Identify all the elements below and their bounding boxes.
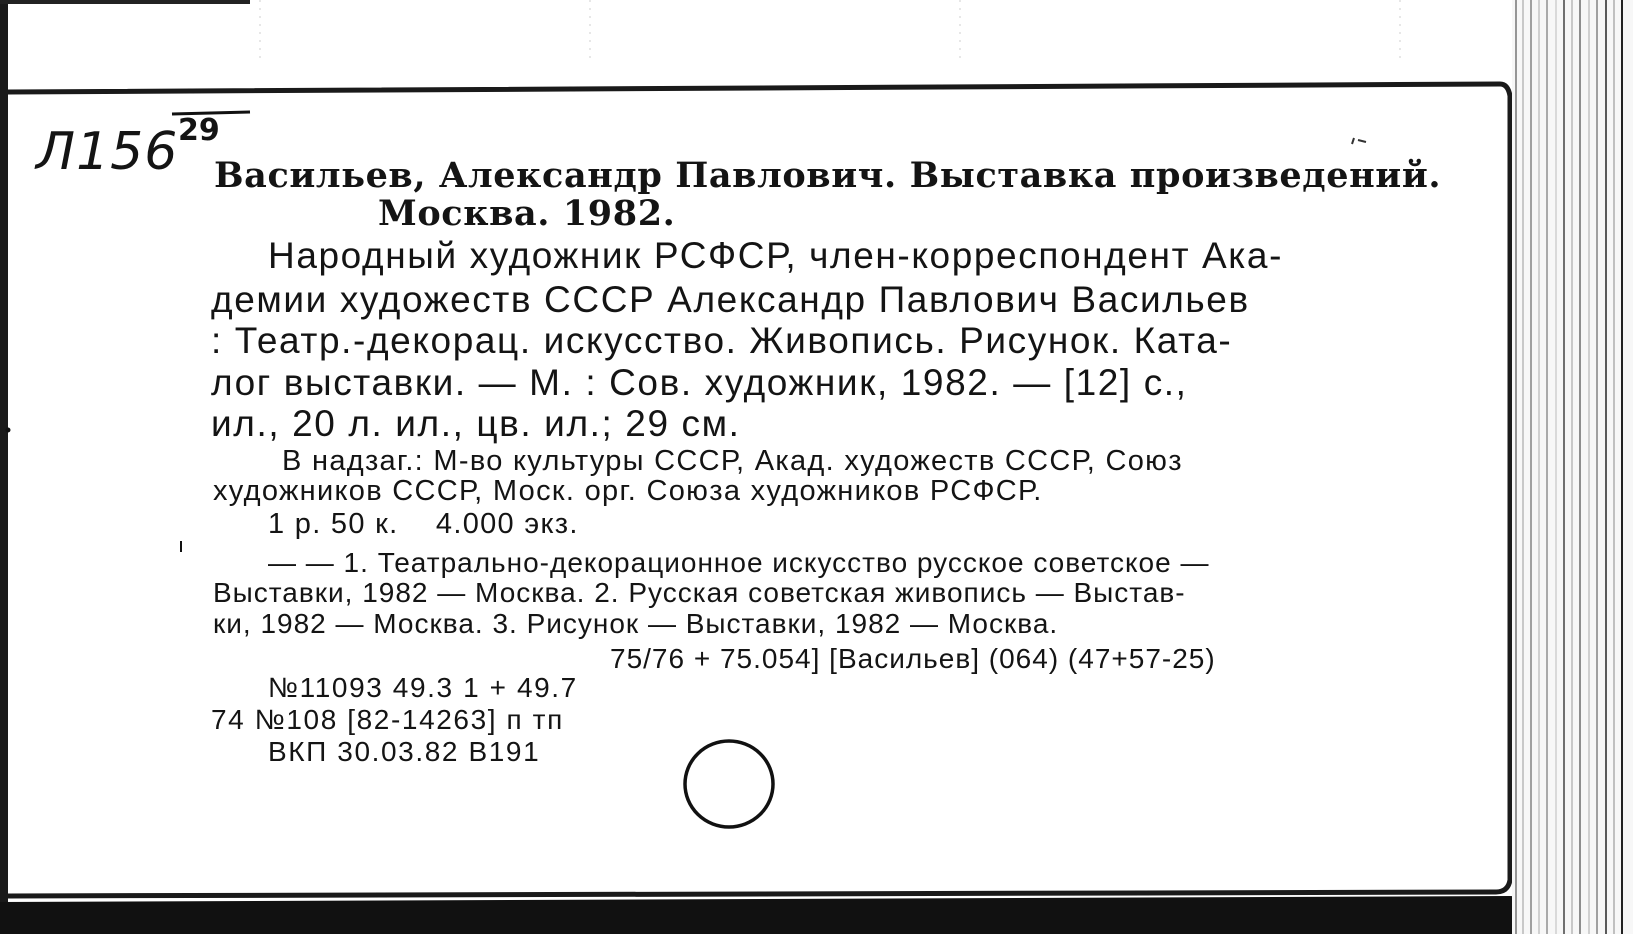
classification-line: 75/76 + 75.054] [Васильев] (064) (47+57-25) xyxy=(610,643,1216,674)
note-line-1: В надзаг.: М-во культуры СССР, Акад. художеств СССР, Союз xyxy=(282,445,1183,477)
heading-line-1: Васильев, Александр Павлович. Выставка произведений. xyxy=(214,155,1442,196)
price-line: 1 р. 50 к. 4.000 экз. xyxy=(268,508,579,540)
number-line: №11093 49.3 1 + 49.7 xyxy=(268,672,578,703)
title-line-5: ил., 20 л. ил., цв. ил.; 29 см. xyxy=(211,403,741,444)
subject-line-1: — — 1. Театрально-декорационное искусство русское советское — xyxy=(268,547,1210,578)
title-line-2: демии художеств СССР Александр Павлович Васильев xyxy=(211,279,1250,320)
handwritten-number: 29 xyxy=(178,113,220,148)
heading-line-2: Москва. 1982. xyxy=(378,193,676,234)
title-line-1: Народный художник РСФСР, член-корреспондент Ака- xyxy=(268,235,1283,276)
note-line-2: художников СССР, Моск. орг. Союза художников РСФСР. xyxy=(213,475,1043,507)
code-line: 74 №108 [82-14263] п тп xyxy=(211,704,564,735)
subject-line-2: Выставки, 1982 — Москва. 2. Русская советская живопись — Выстав- xyxy=(213,577,1186,608)
title-line-4: лог выставки. — М. : Сов. художник, 1982. — [12] с., xyxy=(211,362,1188,403)
registry-line: ВКП 30.03.82 В191 xyxy=(268,736,541,767)
subject-line-3: ки, 1982 — Москва. 3. Рисунок — Выставки, 1982 — Москва. xyxy=(213,608,1059,639)
handwritten-shelfmark: Л156 xyxy=(36,122,179,182)
title-line-3: : Театр.-декорац. искусство. Живопись. Рисунок. Ката- xyxy=(211,320,1233,361)
